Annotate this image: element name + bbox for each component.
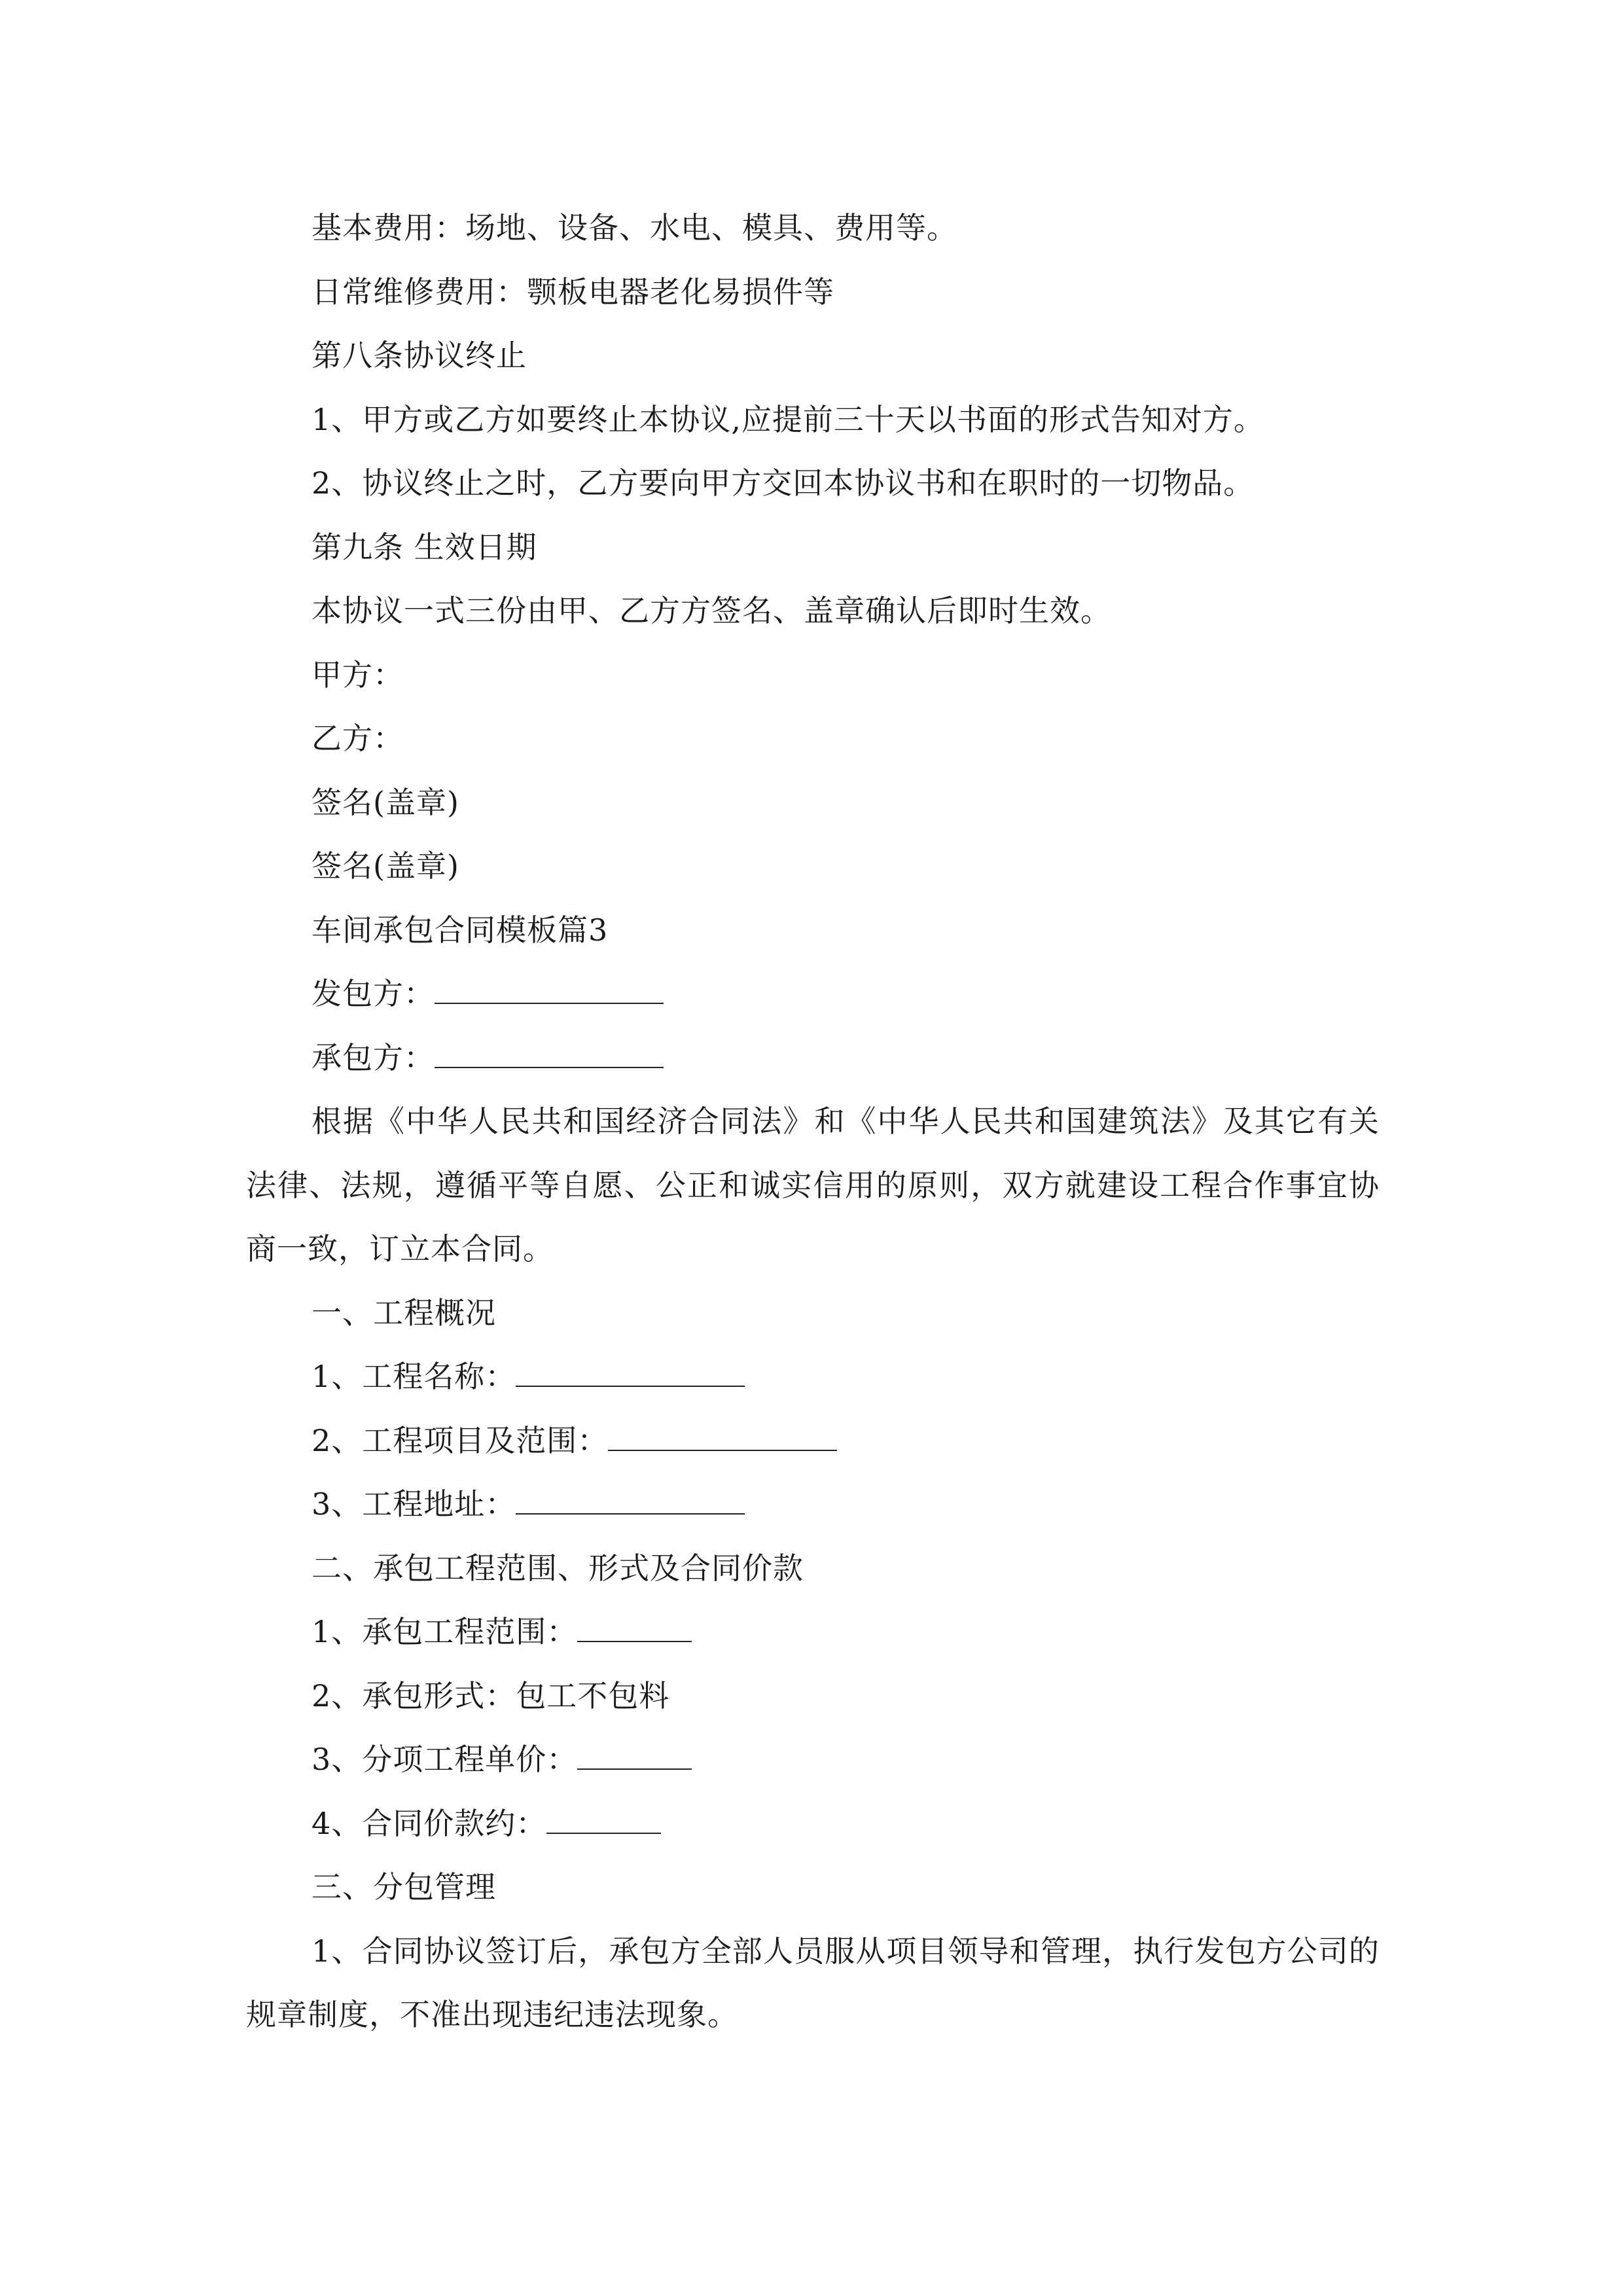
effective-clause: 本协议一式三份由甲、乙方方签名、盖章确认后即时生效。 — [312, 593, 1111, 628]
basic-fees-line: 基本费用：场地、设备、水电、模具、费用等。 — [312, 210, 957, 245]
contract-scope-line — [246, 1600, 1380, 1664]
project-name-label: 1、工程名称： — [312, 1359, 516, 1394]
signature-stamp-1: 签名(盖章) — [312, 784, 459, 820]
contractor-issuer-label: 发包方： — [312, 976, 435, 1011]
project-scope-label: 2、工程项目及范围： — [312, 1422, 609, 1458]
party-a-label: 甲方： — [312, 656, 404, 692]
article-9-heading: 第九条 生效日期 — [312, 529, 537, 565]
unit-price-blank[interactable] — [577, 1740, 692, 1770]
project-address-label: 3、工程地址： — [312, 1486, 516, 1522]
intro-paragraph: 根据《中华人民共和国经济合同法》和《中华人民共和国建筑法》及其它有关法律、法规，遵循平等自愿、公正和诚实信用的原则，双方就建设工程合作事宜协商一致，订立本合同。 — [246, 1103, 1380, 1266]
termination-clause-2: 2、协议终止之时，乙方要向甲方交回本协议书和在职时的一切物品。 — [312, 465, 1255, 501]
section-2-heading: 二、承包工程范围、形式及合同价款 — [312, 1550, 804, 1586]
signature-stamp-2: 签名(盖章) — [312, 848, 459, 884]
contract-price-blank[interactable] — [546, 1804, 661, 1834]
unit-price-line — [246, 1728, 1380, 1792]
project-name-blank[interactable] — [516, 1357, 745, 1387]
contractor-issuer-line — [246, 962, 1380, 1026]
article-8-heading: 第八条协议终止 — [312, 338, 527, 373]
contract-price-line — [246, 1792, 1380, 1856]
contractor-issuer-blank[interactable] — [435, 974, 664, 1004]
unit-price-label: 3、分项工程单价： — [312, 1742, 578, 1777]
contractor-label: 承包方： — [312, 1039, 435, 1075]
project-scope-blank[interactable] — [608, 1421, 837, 1451]
project-address-blank[interactable] — [516, 1484, 745, 1515]
document-body — [246, 196, 1380, 2047]
section-1-heading: 一、工程概况 — [312, 1295, 496, 1331]
contract-price-label: 4、合同价款约： — [312, 1805, 547, 1841]
project-scope-line — [246, 1409, 1380, 1473]
termination-clause-1: 1、甲方或乙方如要终止本协议,应提前三十天以书面的形式告知对方。 — [312, 401, 1264, 437]
contractor-blank[interactable] — [435, 1038, 664, 1068]
contract-scope-blank[interactable] — [577, 1612, 692, 1642]
maintenance-fees-line: 日常维修费用：颚板电器老化易损件等 — [312, 274, 834, 310]
contract-scope-label: 1、承包工程范围： — [312, 1614, 578, 1649]
project-name-line — [246, 1345, 1380, 1409]
subcontract-management-paragraph: 1、合同协议签订后，承包方全部人员服从项目领导和管理，执行发包方公司的规章制度，不准出现违纪违法现象。 — [246, 1933, 1380, 2032]
section-3-heading: 三、分包管理 — [312, 1869, 496, 1905]
contract-template-title: 车间承包合同模板篇3 — [312, 912, 609, 948]
contractor-line — [246, 1026, 1380, 1090]
contract-form-line: 2、承包形式：包工不包料 — [312, 1677, 670, 1713]
party-b-label: 乙方： — [312, 721, 404, 756]
project-address-line — [246, 1473, 1380, 1537]
